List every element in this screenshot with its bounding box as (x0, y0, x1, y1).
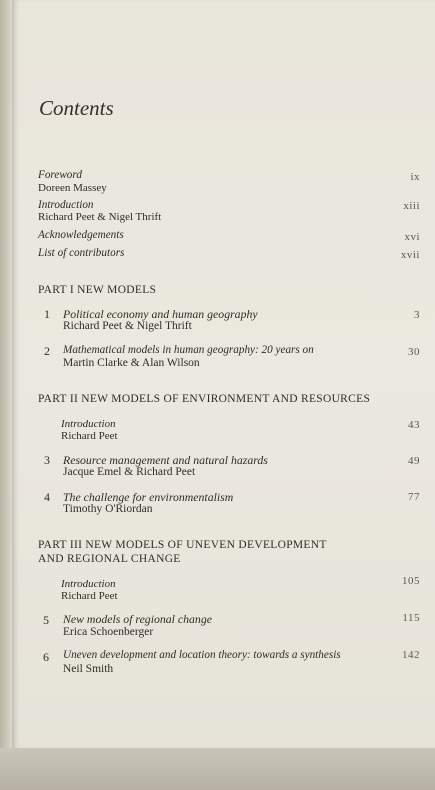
chapter-title: Uneven development and location theory: towards a synthesis (63, 649, 341, 661)
chapter-number: 3 (44, 453, 50, 467)
entry-title: Foreword (38, 169, 82, 181)
chapter-author: Martin Clarke & Alan Wilson (63, 357, 200, 369)
page-number: 105 (402, 575, 420, 587)
entry-title: Acknowledgements (38, 229, 124, 241)
part-heading-line2: AND REGIONAL CHANGE (38, 553, 181, 565)
page-number: 49 (408, 455, 420, 467)
chapter-author: Neil Smith (63, 663, 114, 675)
entry-author: Richard Peet & Nigel Thrift (38, 211, 162, 223)
page-number: 77 (408, 491, 420, 503)
page-number: 43 (408, 419, 420, 431)
page-number: xvii (400, 249, 420, 261)
part-heading: PART I NEW MODELS (38, 284, 157, 296)
chapter-number: 4 (44, 490, 50, 504)
part-heading: PART III NEW MODELS OF UNEVEN DEVELOPMENT (38, 539, 327, 551)
chapter-title: Introduction (61, 578, 116, 590)
entry-title: Introduction (38, 199, 94, 211)
chapter-number: 1 (44, 307, 50, 321)
page-number: 142 (402, 649, 420, 661)
book-page (12, 0, 435, 748)
chapter-title: Introduction (61, 418, 116, 430)
chapter-author: Richard Peet & Nigel Thrift (63, 320, 192, 332)
chapter-title: Mathematical models in human geography: 20 years on (63, 344, 314, 356)
part-heading: PART II NEW MODELS OF ENVIRONMENT AND RESOURCES (38, 393, 371, 405)
chapter-title: Resource management and natural hazards (63, 453, 268, 467)
chapter-number: 6 (43, 650, 49, 664)
chapter-title: The challenge for environmentalism (63, 490, 234, 504)
chapter-author: Richard Peet (61, 590, 118, 602)
chapter-author: Jacque Emel & Richard Peet (63, 466, 196, 478)
chapter-author: Timothy O'Riordan (63, 503, 153, 515)
page-number: 3 (414, 309, 420, 321)
chapter-author: Erica Schoenberger (63, 626, 154, 638)
chapter-title: Political economy and human geography (63, 307, 258, 321)
entry-author: Doreen Massey (38, 182, 107, 194)
page-number: xvi (404, 231, 420, 243)
contents-heading: Contents (39, 96, 114, 120)
chapter-author: Richard Peet (61, 430, 118, 442)
entry-title: List of contributors (38, 247, 125, 259)
page-number: 30 (408, 346, 420, 358)
page-number: 115 (402, 612, 420, 624)
chapter-number: 2 (44, 344, 50, 358)
page-bottom-edge (0, 748, 435, 790)
page-number: ix (410, 171, 420, 183)
page-number: xiii (403, 200, 420, 212)
chapter-number: 5 (43, 613, 49, 627)
chapter-title: New models of regional change (63, 612, 212, 626)
